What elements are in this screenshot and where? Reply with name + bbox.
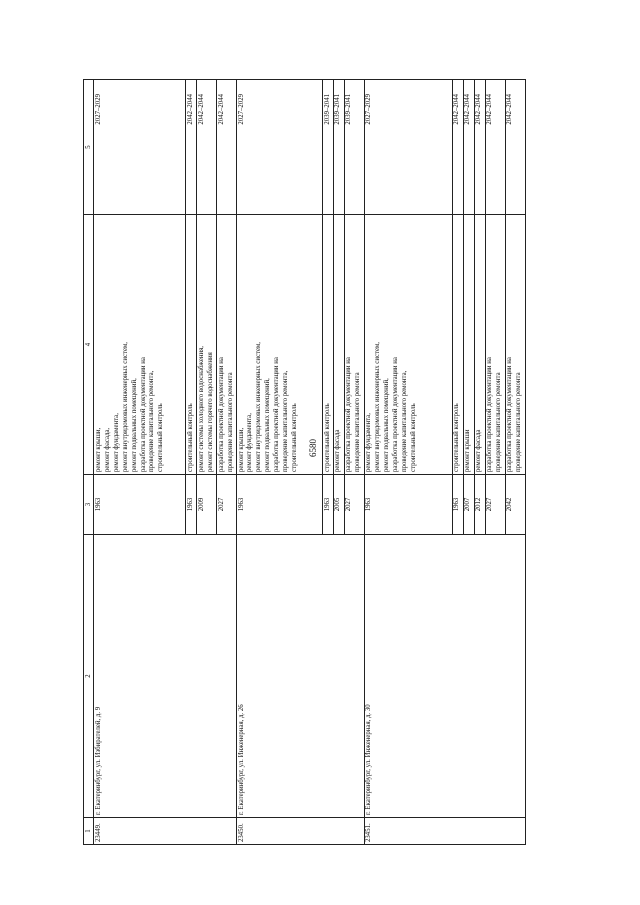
work-line: строительный контроль [453,403,461,472]
table-row [237,80,323,845]
repair-works [217,215,237,475]
work-line: разработка проектной документации на [139,357,147,472]
work-line: ремонт подвальных помещений, [130,378,138,472]
repair-works [452,215,463,475]
repair-period: 2039–2041 [333,80,344,215]
repair-period: 2042–2044 [197,80,217,215]
repair-period: 2039–2041 [323,80,334,215]
work-line: разработка проектной документации на [486,357,494,472]
work-line: разработка проектной документации на [506,357,514,472]
record-number: 23451. [364,818,525,845]
repair-works [237,215,323,475]
work-line: разработка проектной документации на [273,357,281,472]
repair-period: 2027–2029 [237,80,323,215]
repair-works [323,215,334,475]
repair-period: 2042–2044 [452,80,463,215]
work-line: ремонт фундамента, [112,413,120,472]
column-header-3: 3 [84,475,94,535]
work-line: ремонт внутридомовых инженерных систем, [255,342,263,472]
repair-period: 2042–2044 [186,80,197,215]
column-header-4: 4 [84,215,94,475]
work-line: строительный контроль [410,403,418,472]
built-year: 1963 [237,475,323,535]
work-line: ремонт системы горячего водоснабжения [206,352,214,472]
built-year: 2042 [505,475,525,535]
built-year: 1963 [364,475,452,535]
rotated-page-content [83,80,553,845]
column-header-2: 2 [84,535,94,818]
work-line: проведение капитального ремонта [495,372,503,472]
built-year: 2012 [474,475,485,535]
repair-period: 2027–2029 [94,80,186,215]
repair-period: 2042–2044 [505,80,525,215]
repair-period: 2042–2044 [463,80,474,215]
repair-works [474,215,485,475]
column-header-1: 1 [84,818,94,845]
work-line: разработка проектной документации на [217,357,225,472]
work-line: проведение капитального ремонта [515,372,523,472]
record-address: г. Екатеринбург, ул. Инженерная, д. 26 [237,535,365,818]
work-line: ремонт крыши [464,429,472,472]
repair-works [344,215,364,475]
work-line: строительный контроль [186,403,194,472]
work-line: ремонт фасада [475,429,483,472]
table-row [94,80,186,845]
work-line: ремонт фасада [334,429,342,472]
repair-works [94,215,186,475]
record-address: г. Екатеринбург, ул. Инженерная, д. 30 [364,535,525,818]
work-line: строительный контроль [323,403,331,472]
built-year: 2007 [463,475,474,535]
work-line: ремонт фундамента, [365,413,373,472]
built-year: 2027 [485,475,505,535]
work-line: проведение капитального ремонта, [148,370,156,472]
built-year: 2005 [333,475,344,535]
work-line: проведение капитального ремонта [354,372,362,472]
repair-period: 2039–2041 [344,80,364,215]
column-number-header-row [84,80,94,845]
work-line: ремонт подвальных помещений, [264,378,272,472]
record-number: 23449. [94,818,237,845]
repair-works [197,215,217,475]
work-line: разработка проектной документации на [392,357,400,472]
work-line: строительный контроль [157,403,165,472]
table-row [364,80,452,845]
repair-period: 2027–2029 [364,80,452,215]
built-year: 2027 [344,475,364,535]
work-line: проведение капитального ремонта [226,372,234,472]
repair-period: 2042–2044 [474,80,485,215]
capital-repair-table [83,79,526,845]
work-line: ремонт внутридомовых инженерных систем, [121,342,129,472]
repair-works [505,215,525,475]
record-number: 23450. [237,818,365,845]
repair-works [333,215,344,475]
work-line: ремонт фундамента, [246,413,254,472]
repair-period: 2042–2044 [217,80,237,215]
built-year: 1963 [323,475,334,535]
work-line: ремонт системы холодного водоснабжения, [197,346,205,472]
built-year: 2027 [217,475,237,535]
column-header-5: 5 [84,80,94,215]
built-year: 1963 [94,475,186,535]
built-year: 1963 [452,475,463,535]
record-address: г. Екатеринбург, ул. Избирателей, д. 9 [94,535,237,818]
built-year: 2009 [197,475,217,535]
built-year: 1963 [186,475,197,535]
page-number: 6580 [308,439,318,457]
work-line: строительный контроль [291,403,299,472]
work-line: ремонт подвальных помещений, [383,378,391,472]
repair-works [463,215,474,475]
work-line: ремонт фасада, [103,427,111,472]
work-line: разработка проектной документации на [345,357,353,472]
repair-works [485,215,505,475]
work-line: ремонт внутридомовых инженерных систем, [374,342,382,472]
work-line: проведение капитального ремонта, [401,370,409,472]
work-line: проведение капитального ремонта, [282,370,290,472]
repair-works [186,215,197,475]
repair-works [364,215,452,475]
repair-period: 2042–2044 [485,80,505,215]
work-line: ремонт крыши, [94,427,102,472]
work-line: ремонт крыши, [237,427,245,472]
